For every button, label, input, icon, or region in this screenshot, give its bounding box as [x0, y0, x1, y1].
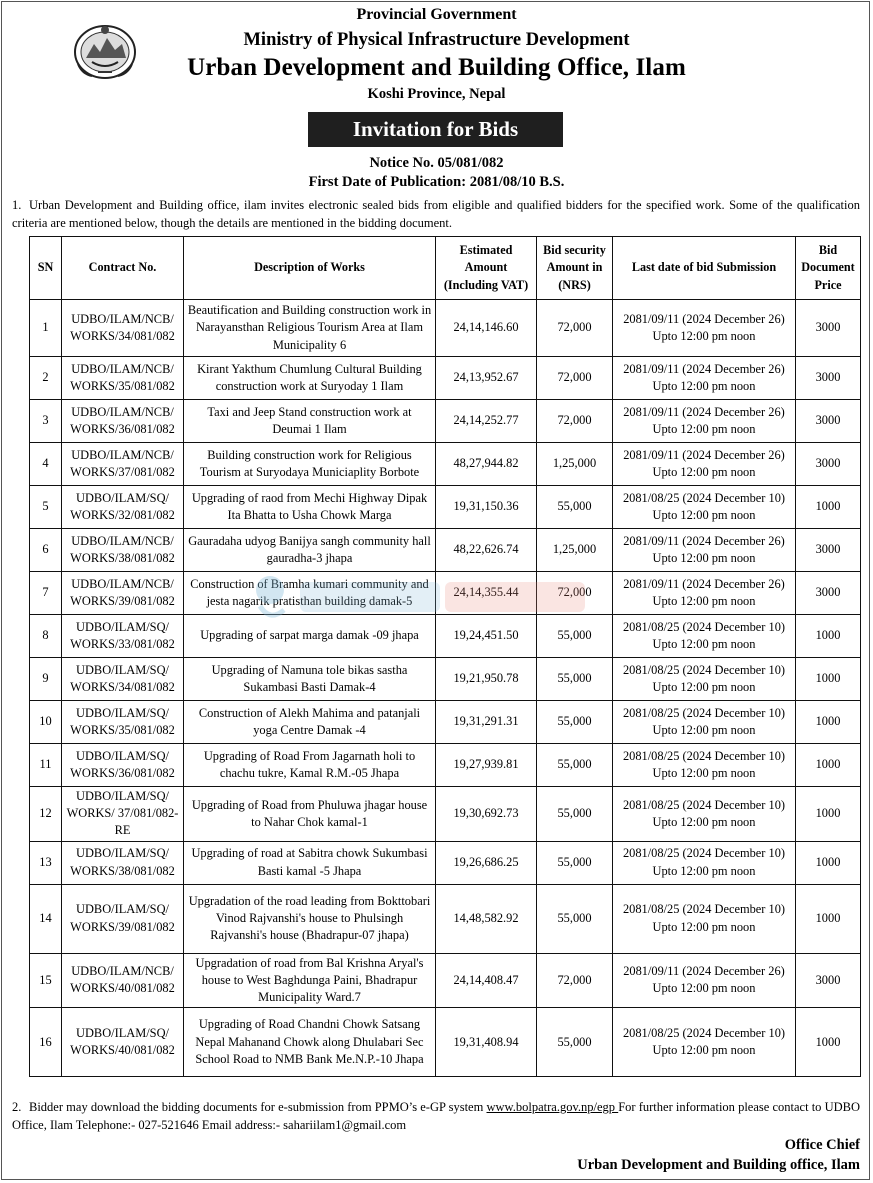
cell-contract: UDBO/ILAM/SQ/ WORKS/39/081/082 — [62, 884, 184, 953]
cell-contract: UDBO/ILAM/SQ/ WORKS/40/081/082 — [62, 1008, 184, 1077]
cell-contract: UDBO/ILAM/SQ/ WORKS/36/081/082 — [62, 744, 184, 787]
cell-sn: 4 — [30, 443, 62, 486]
cell-price: 1000 — [796, 615, 861, 658]
deadline-date: 2081/08/25 (2024 December 10) — [622, 748, 786, 763]
cell-sn: 6 — [30, 529, 62, 572]
cell-deadline — [613, 400, 796, 443]
cell-contract: UDBO/ILAM/SQ/ WORKS/35/081/082 — [62, 701, 184, 744]
cell-description: Upgrading of road at Sabitra chowk Sukumbasi Basti kamal -5 Jhapa — [184, 841, 436, 884]
cell-sn: 16 — [30, 1008, 62, 1077]
deadline-date: 2081/08/25 (2024 December 10) — [622, 1026, 786, 1041]
deadline-time: Upto 12:00 pm noon — [652, 594, 756, 608]
deadline-time: Upto 12:00 pm noon — [652, 680, 756, 694]
deadline-time: Upto 12:00 pm noon — [652, 766, 756, 780]
table-row — [30, 529, 861, 572]
cell-description: Kirant Yakthum Chumlung Cultural Building construction work at Suryoday 1 Ilam — [184, 357, 436, 400]
cell-price: 3000 — [796, 357, 861, 400]
cell-price: 1000 — [796, 787, 861, 842]
table-row — [30, 443, 861, 486]
paragraph-text: Urban Development and Building office, ilam invites electronic sealed bids from eligible and qualified bidders for the specified work. Some of the qualification criteria are mentioned below, though the details are mentioned in the bidding document. — [12, 198, 860, 230]
cell-contract: UDBO/ILAM/SQ/ WORKS/34/081/082 — [62, 658, 184, 701]
table-row — [30, 744, 861, 787]
cell-contract: UDBO/ILAM/SQ/ WORKS/ 37/081/082-RE — [62, 787, 184, 842]
cell-description: Upgradation of road from Bal Krishna Aryal's house to West Baghdunga Paini, Bhadrapur Municipality Ward.7 — [184, 953, 436, 1008]
table-row — [30, 787, 861, 842]
cell-amount: 24,14,355.44 — [436, 572, 537, 615]
cell-contract: UDBO/ILAM/NCB/ WORKS/39/081/082 — [62, 572, 184, 615]
cell-amount: 48,22,626.74 — [436, 529, 537, 572]
deadline-date: 2081/09/11 (2024 December 26) — [623, 576, 785, 591]
header-security: Bid security Amount in (NRS) — [537, 237, 613, 300]
cell-amount: 19,27,939.81 — [436, 744, 537, 787]
cell-security: 1,25,000 — [537, 443, 613, 486]
cell-deadline — [613, 300, 796, 357]
cell-security: 55,000 — [537, 884, 613, 953]
signature-title: Office Chief — [784, 1137, 860, 1153]
cell-amount: 19,21,950.78 — [436, 658, 537, 701]
cell-description: Upgrading of Road Chandni Chowk Satsang Nepal Mahanand Chowk along Dhulabari Sec School Road to NMB Bank Me.N.P.-10 Jhapa — [184, 1008, 436, 1077]
cell-description: Gauradaha udyog Banijya sangh community hall gauradha-3 jhapa — [184, 529, 436, 572]
deadline-time: Upto 12:00 pm noon — [652, 551, 756, 565]
cell-security: 72,000 — [537, 300, 613, 357]
cell-contract: UDBO/ILAM/NCB/ WORKS/38/081/082 — [62, 529, 184, 572]
notice-number: Notice No. 05/081/082 — [369, 155, 504, 171]
cell-security: 72,000 — [537, 572, 613, 615]
cell-sn: 2 — [30, 357, 62, 400]
cell-amount: 14,48,582.92 — [436, 884, 537, 953]
deadline-time: Upto 12:00 pm noon — [652, 863, 756, 878]
header-amount: Estimated Amount (Including VAT) — [436, 237, 537, 300]
cell-security: 55,000 — [537, 841, 613, 884]
paragraph-number: 1. — [12, 198, 22, 212]
cell-amount: 19,31,150.36 — [436, 486, 537, 529]
cell-deadline — [613, 572, 796, 615]
cell-amount: 19,31,291.31 — [436, 701, 537, 744]
deadline-time: Upto 12:00 pm noon — [652, 422, 756, 436]
cell-price: 3000 — [796, 443, 861, 486]
deadline-date: 2081/08/25 (2024 December 10) — [622, 705, 786, 720]
cell-deadline — [613, 884, 796, 953]
cell-deadline — [613, 443, 796, 486]
cell-price: 3000 — [796, 300, 861, 357]
header-province: Koshi Province, Nepal — [367, 86, 506, 102]
header-deadline: Last date of bid Submission — [613, 237, 796, 300]
table-row — [30, 884, 861, 953]
table-row — [30, 486, 861, 529]
deadline-time: Upto 12:00 pm noon — [652, 329, 756, 343]
table-row — [30, 572, 861, 615]
cell-price: 3000 — [796, 529, 861, 572]
header-sn: SN — [30, 237, 62, 300]
cell-price: 1000 — [796, 486, 861, 529]
cell-description: Upgrading of Road From Jagarnath holi to chachu tukre, Kamal R.M.-05 Jhapa — [184, 744, 436, 787]
cell-amount: 19,31,408.94 — [436, 1008, 537, 1077]
publication-date: First Date of Publication: 2081/08/10 B.S. — [308, 174, 565, 190]
cell-description: Upgradation of the road leading from Bokttobari Vinod Rajvanshi's house to Phulsingh Rajvanshi's house (Bhadrapur-07 jhapa) — [184, 884, 436, 953]
cell-price: 1000 — [796, 841, 861, 884]
header-ministry: Ministry of Physical Infrastructure Development — [243, 30, 630, 50]
cell-amount: 24,14,146.60 — [436, 300, 537, 357]
cell-sn: 9 — [30, 658, 62, 701]
header-contract: Contract No. — [62, 237, 184, 300]
cell-contract: UDBO/ILAM/SQ/ WORKS/33/081/082 — [62, 615, 184, 658]
cell-price: 3000 — [796, 572, 861, 615]
table-row — [30, 658, 861, 701]
cell-deadline — [613, 841, 796, 884]
cell-deadline — [613, 486, 796, 529]
cell-price: 3000 — [796, 953, 861, 1008]
cell-sn: 12 — [30, 787, 62, 842]
table-row — [30, 400, 861, 443]
cell-sn: 15 — [30, 953, 62, 1008]
table-row — [30, 300, 861, 357]
deadline-date: 2081/08/25 (2024 December 10) — [622, 846, 786, 861]
deadline-date: 2081/08/25 (2024 December 10) — [622, 902, 786, 917]
cell-description: Upgrading of Road from Phuluwa jhagar house to Nahar Chok kamal-1 — [184, 787, 436, 842]
cell-contract: UDBO/ILAM/SQ/ WORKS/32/081/082 — [62, 486, 184, 529]
cell-contract: UDBO/ILAM/NCB/ WORKS/35/081/082 — [62, 357, 184, 400]
cell-price: 1000 — [796, 1008, 861, 1077]
cell-amount: 19,24,451.50 — [436, 615, 537, 658]
cell-security: 72,000 — [537, 400, 613, 443]
table-row — [30, 1008, 861, 1077]
deadline-time: Upto 12:00 pm noon — [652, 1043, 756, 1058]
deadline-date: 2081/09/11 (2024 December 26) — [623, 964, 785, 979]
cell-sn: 14 — [30, 884, 62, 953]
deadline-time: Upto 12:00 pm noon — [652, 379, 756, 393]
cell-deadline — [613, 1008, 796, 1077]
cell-deadline — [613, 787, 796, 842]
cell-description: Taxi and Jeep Stand construction work at Deumai 1 Ilam — [184, 400, 436, 443]
signature-office: Urban Development and Building office, Ilam — [577, 1157, 860, 1173]
table-row — [30, 953, 861, 1008]
deadline-date: 2081/09/11 (2024 December 26) — [623, 361, 785, 376]
bids-table — [29, 236, 861, 1077]
cell-security: 55,000 — [537, 1008, 613, 1077]
deadline-date: 2081/09/11 (2024 December 26) — [623, 447, 785, 462]
cell-description: Building construction work for Religious Tourism at Suryodaya Municiaplity Borbote — [184, 443, 436, 486]
table-row — [30, 701, 861, 744]
deadline-date: 2081/08/25 (2024 December 10) — [622, 619, 786, 634]
cell-description: Construction of Bramha kumari community and jesta nagarik pratisthan building damak-5 — [184, 572, 436, 615]
paragraph-text-after: For further information please contact to UDBO Office, Ilam Telephone:- 027-521646 Email address:- sahariilam1@gmail.com — [12, 1100, 860, 1132]
table-row — [30, 615, 861, 658]
deadline-date: 2081/08/25 (2024 December 10) — [622, 797, 786, 812]
header-office-title: Urban Development and Building Office, Ilam — [187, 54, 686, 81]
deadline-date: 2081/09/11 (2024 December 26) — [623, 404, 785, 419]
cell-sn: 1 — [30, 300, 62, 357]
paragraph-text-before: Bidder may download the bidding documents for e-submission from PPMO’s e-GP system — [29, 1100, 487, 1114]
deadline-time: Upto 12:00 pm noon — [652, 919, 756, 934]
cell-sn: 7 — [30, 572, 62, 615]
deadline-time: Upto 12:00 pm noon — [652, 981, 756, 996]
cell-contract: UDBO/ILAM/NCB/ WORKS/40/081/082 — [62, 953, 184, 1008]
cell-security: 72,000 — [537, 953, 613, 1008]
cell-contract: UDBO/ILAM/NCB/ WORKS/34/081/082 — [62, 300, 184, 357]
deadline-date: 2081/08/25 (2024 December 10) — [622, 490, 786, 505]
cell-deadline — [613, 615, 796, 658]
cell-amount: 24,13,952.67 — [436, 357, 537, 400]
cell-security: 1,25,000 — [537, 529, 613, 572]
deadline-time: Upto 12:00 pm noon — [652, 637, 756, 651]
cell-security: 55,000 — [537, 486, 613, 529]
cell-contract: UDBO/ILAM/NCB/ WORKS/37/081/082 — [62, 443, 184, 486]
cell-contract: UDBO/ILAM/SQ/ WORKS/38/081/082 — [62, 841, 184, 884]
deadline-time: Upto 12:00 pm noon — [652, 723, 756, 737]
deadline-date: 2081/09/11 (2024 December 26) — [623, 311, 785, 326]
cell-amount: 48,27,944.82 — [436, 443, 537, 486]
egp-link[interactable]: www.bolpatra.gov.np/egp — [486, 1100, 619, 1114]
cell-description: Upgrading of sarpat marga damak -09 jhapa — [184, 615, 436, 658]
cell-price: 1000 — [796, 744, 861, 787]
cell-description: Beautification and Building construction work in Narayansthan Religious Tourism Area at Ilam Municipality 6 — [184, 300, 436, 357]
header-provincial-government: Provincial Government — [356, 6, 517, 23]
table-row — [30, 357, 861, 400]
cell-deadline — [613, 357, 796, 400]
deadline-date: 2081/09/11 (2024 December 26) — [623, 533, 785, 548]
cell-security: 55,000 — [537, 744, 613, 787]
table-header-row — [30, 237, 861, 300]
cell-sn: 13 — [30, 841, 62, 884]
paragraph-invitation — [12, 196, 860, 232]
cell-sn: 10 — [30, 701, 62, 744]
cell-description: Construction of Alekh Mahima and patanjali yoga Centre Damak -4 — [184, 701, 436, 744]
cell-sn: 11 — [30, 744, 62, 787]
cell-sn: 3 — [30, 400, 62, 443]
cell-deadline — [613, 701, 796, 744]
cell-contract: UDBO/ILAM/NCB/ WORKS/36/081/082 — [62, 400, 184, 443]
cell-security: 55,000 — [537, 658, 613, 701]
cell-security: 55,000 — [537, 615, 613, 658]
cell-price: 1000 — [796, 884, 861, 953]
deadline-time: Upto 12:00 pm noon — [652, 814, 756, 829]
cell-amount: 19,30,692.73 — [436, 787, 537, 842]
cell-description: Upgrading of Namuna tole bikas sastha Sukambasi Basti Damak-4 — [184, 658, 436, 701]
cell-amount: 24,14,252.77 — [436, 400, 537, 443]
cell-description: Upgrading of raod from Mechi Highway Dipak Ita Bhatta to Usha Chowk Marga — [184, 486, 436, 529]
cell-amount: 19,26,686.25 — [436, 841, 537, 884]
header-price: Bid Document Price — [796, 237, 861, 300]
cell-price: 1000 — [796, 701, 861, 744]
deadline-time: Upto 12:00 pm noon — [652, 465, 756, 479]
cell-deadline — [613, 658, 796, 701]
cell-deadline — [613, 744, 796, 787]
cell-security: 55,000 — [537, 701, 613, 744]
header-description: Description of Works — [184, 237, 436, 300]
invitation-banner: Invitation for Bids — [308, 112, 563, 147]
cell-deadline — [613, 953, 796, 1008]
cell-deadline — [613, 529, 796, 572]
deadline-time: Upto 12:00 pm noon — [652, 508, 756, 522]
deadline-date: 2081/08/25 (2024 December 10) — [622, 662, 786, 677]
table-row — [30, 841, 861, 884]
cell-price: 1000 — [796, 658, 861, 701]
cell-security: 72,000 — [537, 357, 613, 400]
paragraph-number: 2. — [12, 1100, 22, 1114]
cell-security: 55,000 — [537, 787, 613, 842]
cell-sn: 5 — [30, 486, 62, 529]
paragraph-download — [12, 1098, 860, 1134]
cell-price: 3000 — [796, 400, 861, 443]
cell-sn: 8 — [30, 615, 62, 658]
cell-amount: 24,14,408.47 — [436, 953, 537, 1008]
